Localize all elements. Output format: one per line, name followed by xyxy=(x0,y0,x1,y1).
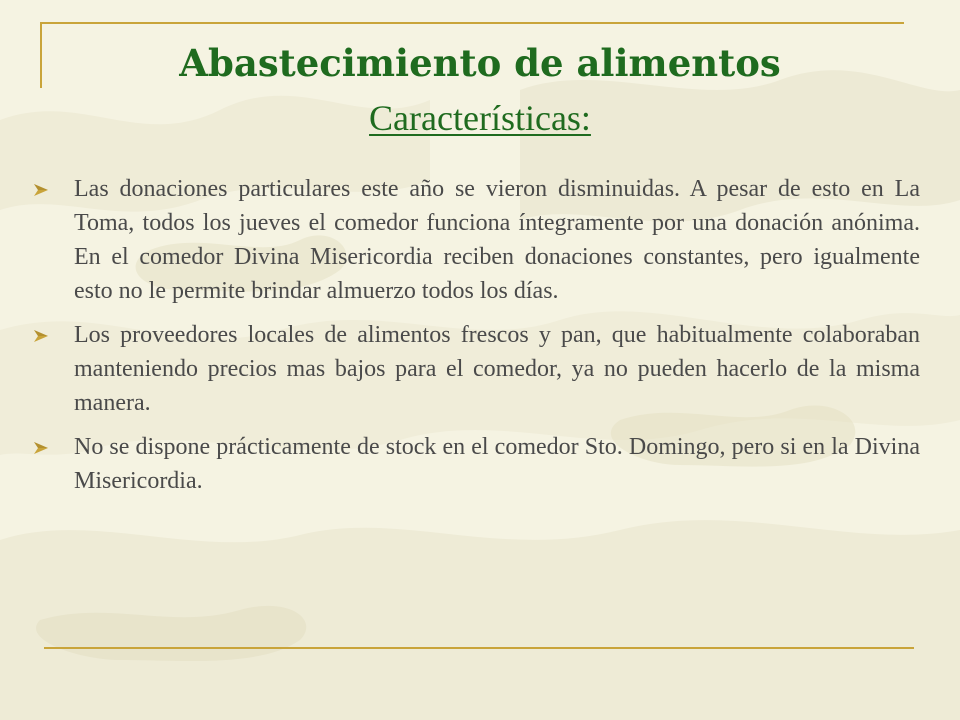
decorative-top-line xyxy=(40,22,904,24)
arrow-bullet-icon xyxy=(34,184,48,196)
bullet-text: No se dispone prácticamente de stock en el comedor Sto. Domingo, pero si en la Divina Misericordia. xyxy=(74,434,920,494)
bullet-text: Las donaciones particulares este año se vieron disminuidas. A pesar de esto en La Toma, todos los jueves el comedor funciona íntegramente por una donación anónima. En el comedor Divina Misericordia reciben donaciones constantes, pero igualmente esto no le permite brindar almuerzo todos los días. xyxy=(74,176,920,304)
list-item xyxy=(34,430,920,498)
slide-title: Abastecimiento de alimentos xyxy=(179,41,781,85)
arrow-bullet-icon xyxy=(34,442,48,454)
decorative-bottom-line xyxy=(44,647,914,649)
bullet-list xyxy=(34,172,920,508)
slide-subtitle: Características: xyxy=(369,98,591,138)
title-block xyxy=(40,38,920,142)
list-item xyxy=(34,318,920,420)
bullet-text: Los proveedores locales de alimentos frescos y pan, que habitualmente colaboraban manteniendo precios mas bajos para el comedor, ya no pueden hacerlo de la misma manera. xyxy=(74,322,920,416)
list-item xyxy=(34,172,920,308)
arrow-bullet-icon xyxy=(34,330,48,342)
